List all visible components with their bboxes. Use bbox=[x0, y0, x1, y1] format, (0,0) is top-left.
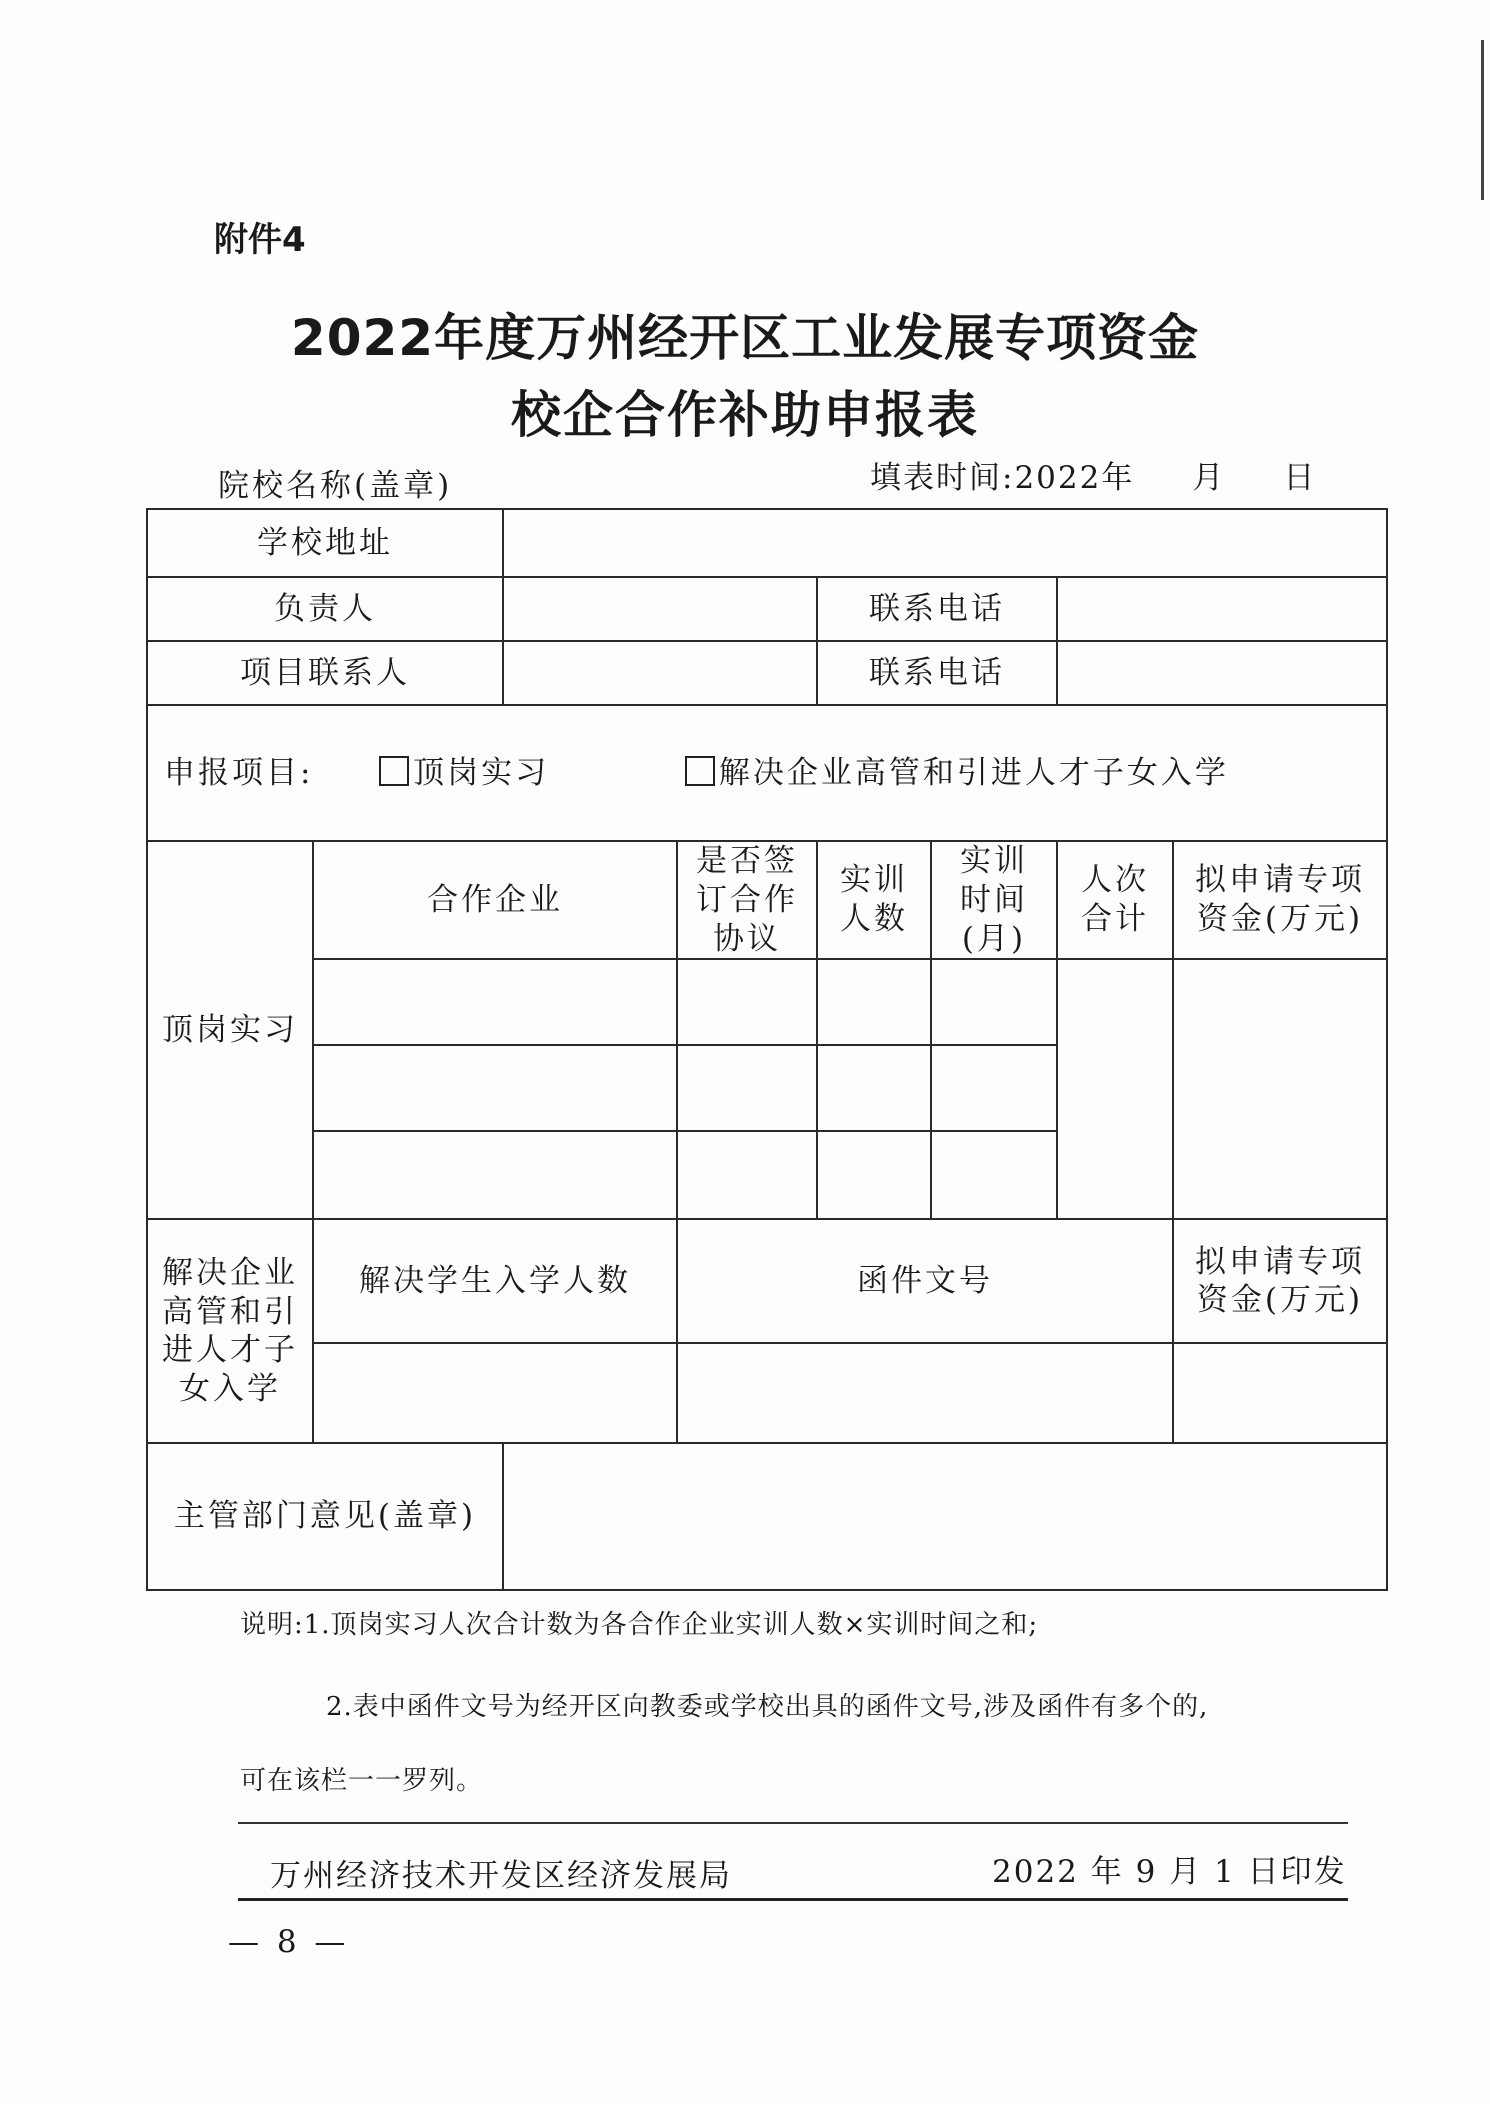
trainees-cell[interactable] bbox=[817, 959, 931, 1045]
opinion-label: 主管部门意见(盖章) bbox=[147, 1443, 503, 1590]
company-cell[interactable] bbox=[313, 1131, 677, 1219]
col-trainees: 实训人数 bbox=[817, 841, 931, 959]
fill-time-month: 月 bbox=[1192, 460, 1226, 496]
footer-top-rule bbox=[238, 1822, 1348, 1824]
address-label: 学校地址 bbox=[147, 509, 503, 577]
phone-label-1: 联系电话 bbox=[817, 577, 1057, 641]
enrollment-option-label: 解决企业高管和引进人才子女入学 bbox=[718, 754, 1229, 791]
phone-field-1[interactable] bbox=[1057, 577, 1387, 641]
enrollment-row-label: 解决企业高管和引进人才子女入学 bbox=[147, 1219, 313, 1443]
enrollment-checkbox[interactable] bbox=[685, 756, 715, 786]
col-students: 解决学生入学人数 bbox=[313, 1219, 677, 1343]
application-form-table bbox=[146, 508, 1388, 1591]
col-docno: 函件文号 bbox=[677, 1219, 1173, 1343]
duration-cell[interactable] bbox=[931, 1045, 1057, 1131]
project-row bbox=[147, 705, 1387, 841]
trainees-cell[interactable] bbox=[817, 1131, 931, 1219]
internship-funds-cell[interactable] bbox=[1173, 959, 1387, 1219]
company-cell[interactable] bbox=[313, 959, 677, 1045]
note-1: 说明:1.顶岗实习人次合计数为各合作企业实训人数×实训时间之和; bbox=[240, 1610, 1039, 1640]
duration-cell[interactable] bbox=[931, 1131, 1057, 1219]
agreement-cell[interactable] bbox=[677, 959, 817, 1045]
note-2: 2.表中函件文号为经开区向教委或学校出具的函件文号,涉及函件有多个的, bbox=[326, 1692, 1209, 1722]
page-number: — 8 — bbox=[228, 1924, 350, 1960]
agreement-cell[interactable] bbox=[677, 1045, 817, 1131]
col-duration: 实训时间(月) bbox=[931, 841, 1057, 959]
project-label: 申报项目: bbox=[164, 754, 314, 791]
agreement-cell[interactable] bbox=[677, 1131, 817, 1219]
footer-issuer: 万州经济技术开发区经济发展局 bbox=[270, 1858, 732, 1894]
fill-time-label: 填表时间:2022年 bbox=[870, 460, 1135, 496]
phone-label-2: 联系电话 bbox=[817, 641, 1057, 705]
leader-label: 负责人 bbox=[147, 577, 503, 641]
footer-bottom-rule bbox=[238, 1898, 1348, 1901]
enrollment-funds-cell[interactable] bbox=[1173, 1343, 1387, 1443]
trainees-cell[interactable] bbox=[817, 1045, 931, 1131]
fill-time bbox=[870, 452, 1316, 497]
docno-cell[interactable] bbox=[677, 1343, 1173, 1443]
footer-issue-date: 2022 年 9 月 1 日印发 bbox=[992, 1854, 1347, 1890]
students-cell[interactable] bbox=[313, 1343, 677, 1443]
document-title-line2: 校企合作补助申报表 bbox=[511, 386, 979, 444]
opinion-field[interactable] bbox=[503, 1443, 1387, 1590]
contact-person-field[interactable] bbox=[503, 641, 817, 705]
document-title-line1: 2022年度万州经开区工业发展专项资金 bbox=[290, 309, 1200, 367]
contact-person-label: 项目联系人 bbox=[147, 641, 503, 705]
col-agreement: 是否签订合作协议 bbox=[677, 841, 817, 959]
col-enrollment-funds: 拟申请专项资金(万元) bbox=[1173, 1219, 1387, 1343]
internship-row-label: 顶岗实习 bbox=[147, 841, 313, 1219]
leader-field[interactable] bbox=[503, 577, 817, 641]
school-name-label: 院校名称(盖章) bbox=[218, 468, 453, 504]
duration-cell[interactable] bbox=[931, 959, 1057, 1045]
col-total: 人次合计 bbox=[1057, 841, 1173, 959]
col-company: 合作企业 bbox=[313, 841, 677, 959]
note-3: 可在该栏一一罗列。 bbox=[240, 1766, 484, 1796]
company-cell[interactable] bbox=[313, 1045, 677, 1131]
col-internship-funds: 拟申请专项资金(万元) bbox=[1173, 841, 1387, 959]
internship-option-label: 顶岗实习 bbox=[413, 754, 550, 791]
fill-time-day: 日 bbox=[1283, 460, 1317, 496]
scan-edge-mark bbox=[1481, 40, 1484, 200]
internship-checkbox[interactable] bbox=[379, 756, 409, 786]
total-cell[interactable] bbox=[1057, 959, 1173, 1219]
attachment-label: 附件4 bbox=[214, 220, 306, 260]
address-field[interactable] bbox=[503, 509, 1387, 577]
phone-field-2[interactable] bbox=[1057, 641, 1387, 705]
